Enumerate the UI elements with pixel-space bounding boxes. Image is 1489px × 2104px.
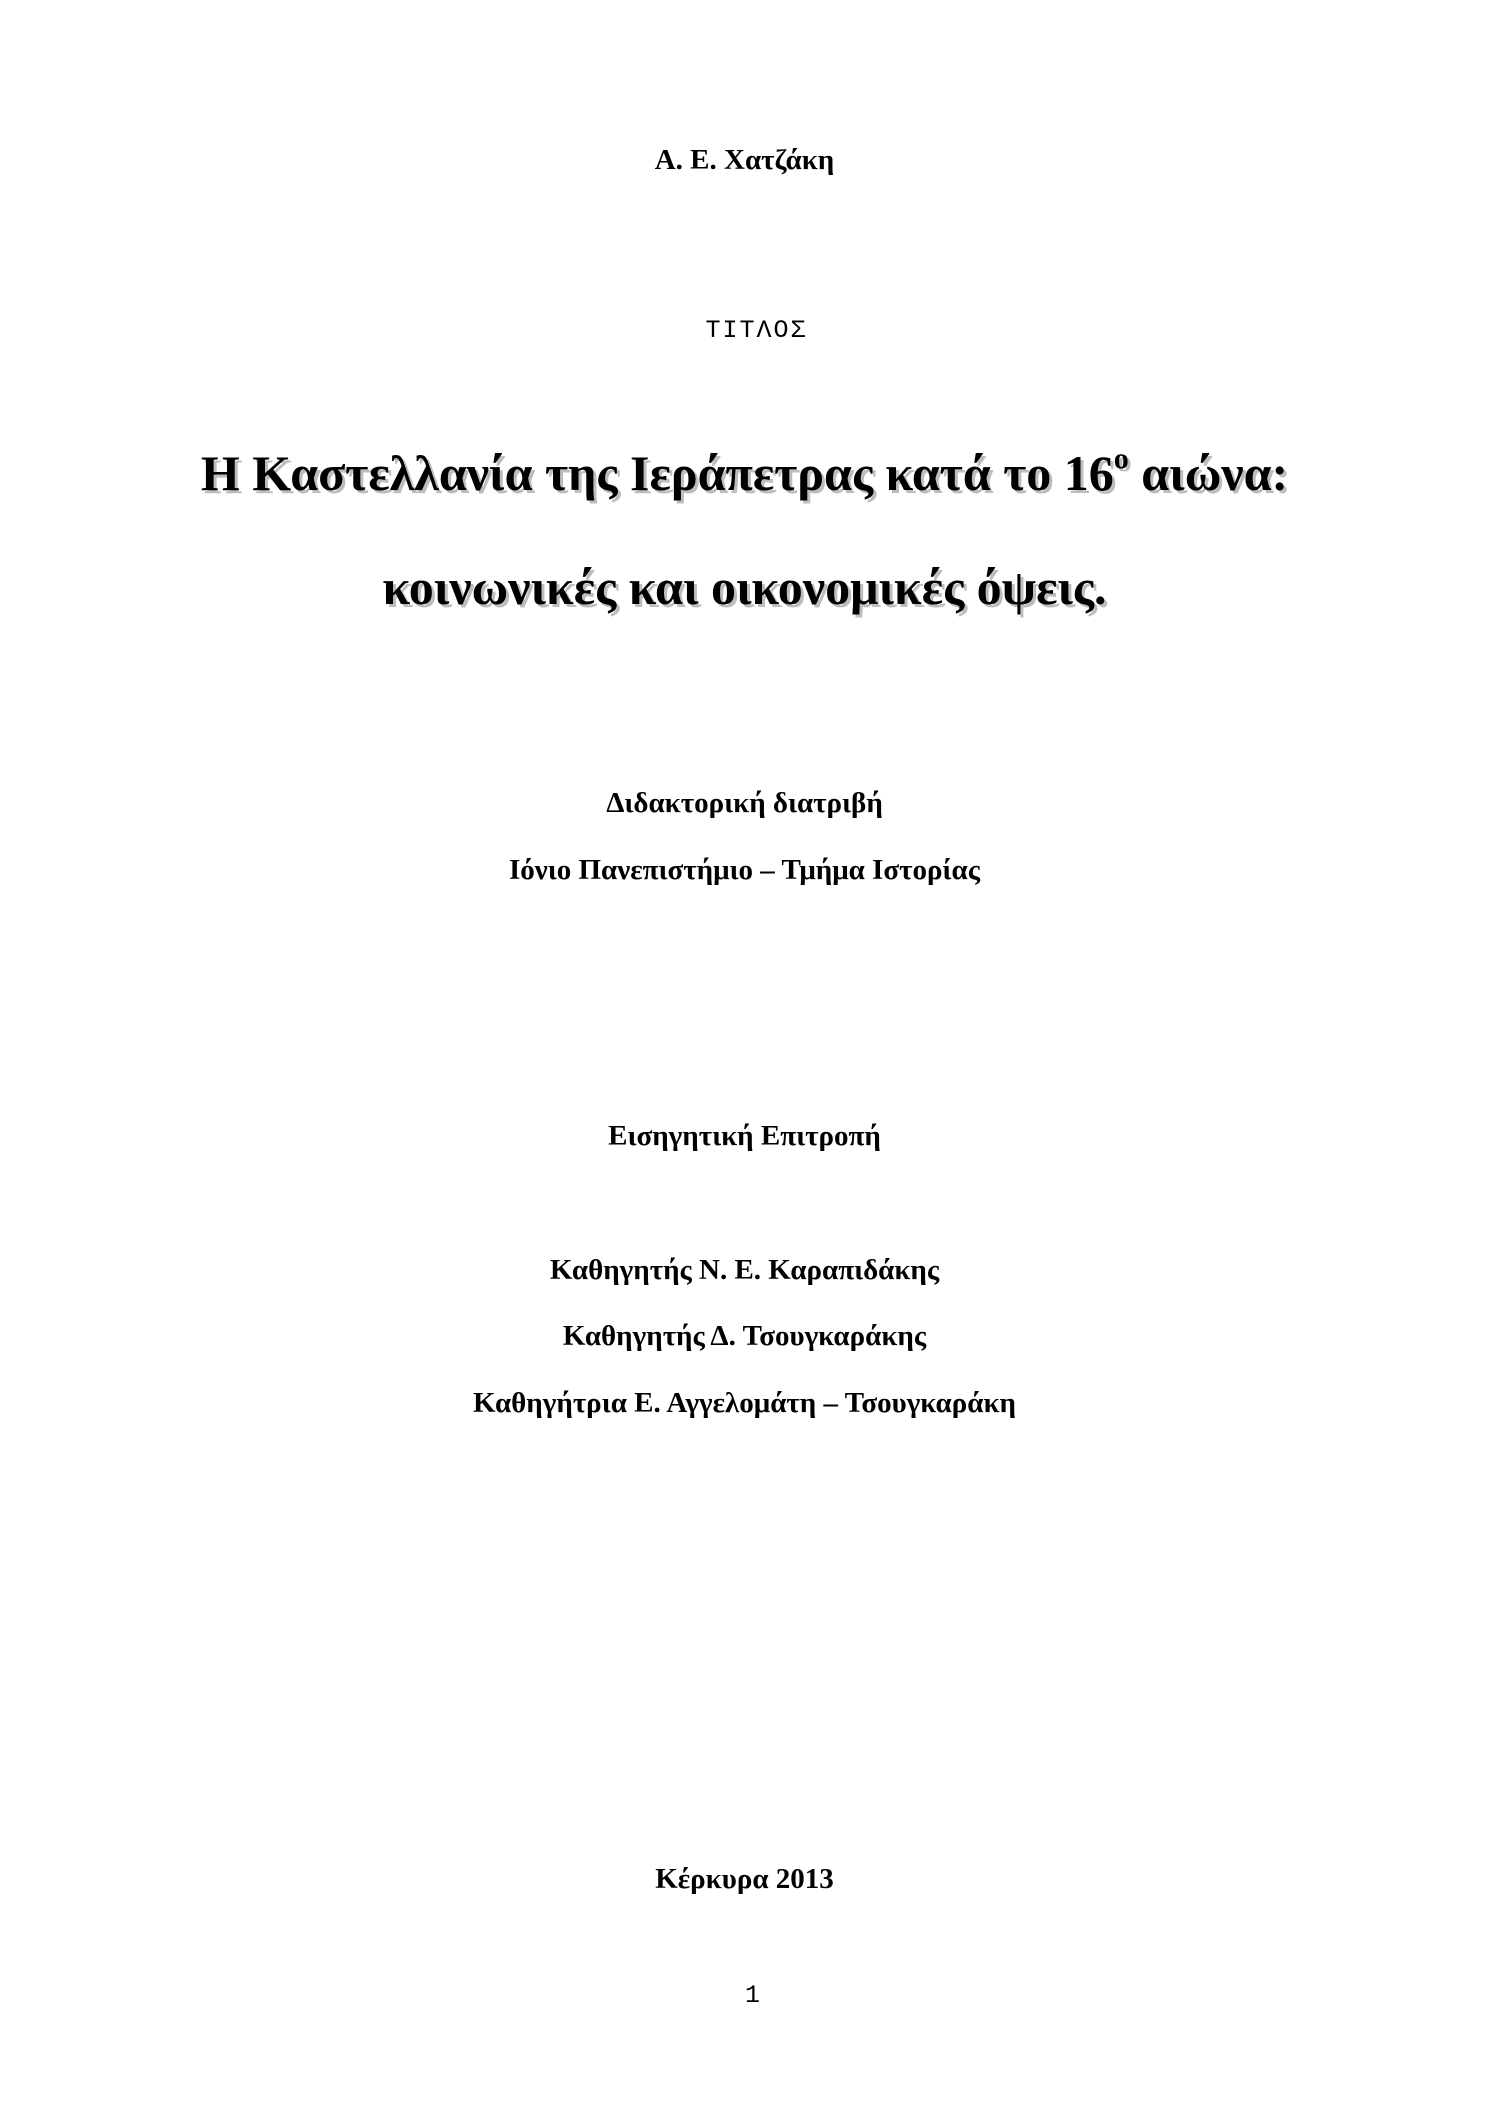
title-label: ΤΙΤΛΟΣ (705, 316, 808, 345)
degree-type: Διδακτορική διατριβή (606, 787, 883, 819)
thesis-title-line-2: κοινωνικές και οικονομικές όψεις. (382, 559, 1107, 615)
committee-member: Καθηγητής Ν. Ε. Καραπιδάκης (549, 1254, 940, 1286)
thesis-title-line-1 (0, 442, 1489, 501)
committee-heading: Εισηγητική Επιτροπή (608, 1120, 881, 1152)
committee-member: Καθηγητής Δ. Τσουγκαράκης (562, 1320, 927, 1352)
thesis-title-line-1-main: Η Καστελλανία της Ιεράπετρας κατά το 16 (200, 445, 1114, 501)
committee-member: Καθηγήτρια Ε. Αγγελομάτη – Τσουγκαράκη (472, 1387, 1017, 1419)
author-name: Α. Ε. Χατζάκη (654, 144, 835, 176)
page-number: 1 (744, 1981, 760, 2010)
place-and-year: Κέρκυρα 2013 (655, 1863, 834, 1895)
institution: Ιόνιο Πανεπιστήμιο – Τμήμα Ιστορίας (509, 854, 980, 886)
thesis-title-superscript: ο (1113, 442, 1129, 476)
thesis-title-line-1-end: αιώνα: (1128, 445, 1289, 501)
